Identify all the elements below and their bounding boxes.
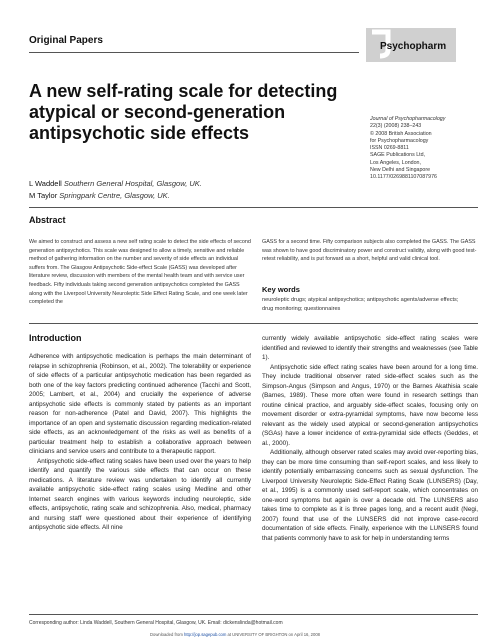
journal-metadata — [370, 116, 478, 182]
corresponding-author: Corresponding author: Linda Waddell, Southern General Hospital, Glasgow, UK. Email: dickenslinda@hotmail.com — [29, 620, 283, 626]
paragraph: Additionally, although observer rated scales may avoid over-reporting bias, they can be more time consuming than self-report scales, and less likely to identify potentially embarrassing concerns such as sexual dysfunction. The Liverpool University Neuroleptic Side-Effect Rating Scale (LUNSERS) (Day, et al., 1995) is a commonly used self-report scale, which concentrates on one-word symptoms but again is over a decade old. The LUNSERS also takes time to complete as it is three pages long, and a recent audit (Negi, 2007) found that use of the LUNSERS did not improve case-record documentation of side effects. Finally, experience with the LUNSERS found that patients commonly have to ask for help in understanding terms — [262, 449, 478, 542]
paragraph: Antipsychotic side-effect rating scales have been used over the years to help identify and quantify the various side effects that can occur on these medications. A literature review was undertaken to identify all currently available antipsychotic side-effect rating scales using Medline and other Internet search engines with various keywords including neuroleptic, side effects, antipsychotic, rating scale and schizophrenia. Also, medical, pharmacy and nursing staff were questioned about their experience of identifying antipsychotic side effects. All nine — [29, 457, 251, 531]
author-line — [29, 178, 202, 190]
author-affiliation: Southern General Hospital, Glasgow, UK. — [63, 179, 202, 188]
meta-line: New Delhi and Singapore — [370, 167, 431, 174]
meta-line: Los Angeles, London, — [370, 159, 421, 166]
section-label: Original Papers — [29, 35, 103, 46]
keywords-heading: Key words — [262, 285, 300, 294]
meta-line: for Psychopharmacology — [370, 137, 429, 144]
journal-title: Journal of Psychopharmacology — [370, 116, 446, 122]
keywords-text: neuroleptic drugs; atypical antipsychotics; antipsychotic agents/adverse effects; drug monitoring; questionnaires — [262, 297, 459, 312]
paragraph: Adherence with antipsychotic medication is perhaps the main determinant of relapse in schizophrenia (Robinson, et al., 2002). The tolerability or experience of side effects of a particular antipsychotic medication has been regarded as both one of the key factors predicting continued adherence (Tacchi and Scott, 2005; Lambert, et al., 2004) and crucially the experience of adverse antipsychotic side effects is commonly stated by patients as an important reason for non-adherence (Patel and David, 2007). This highlights the importance of an open and systematic discussion regarding medication-related side effects, as an acknowledgement of the risks as well as benefits of a particular treatment help to establish a collaborative approach between clinicians and service users and contribute to a therapeutic rapport. — [29, 353, 251, 455]
abstract-rule — [29, 207, 478, 208]
download-notice — [150, 632, 320, 637]
meta-line: SAGE Publications Ltd, — [370, 152, 426, 159]
meta-line: © 2008 British Association — [370, 130, 432, 137]
paragraph: currently widely available antipsychotic side-effect rating scales were identified and reviewed to identify their strengths and weaknesses (see Table 1). — [262, 335, 478, 361]
meta-line: ISSN 0269-8811 — [370, 145, 409, 152]
meta-line: 22(3) (2008) 238–243 — [370, 123, 422, 130]
journal-name: Psychopharm — [380, 41, 447, 52]
introduction-col2 — [262, 334, 478, 543]
article-title: A new self-rating scale for detecting atypical or second-generation antipsychotic side effects — [29, 81, 338, 143]
author-list — [29, 178, 202, 202]
intro-rule — [29, 323, 478, 324]
author-line — [29, 190, 202, 202]
download-prefix: Downloaded from — [150, 632, 184, 637]
author-affiliation: Springpark Centre, Glasgow, UK. — [59, 191, 170, 200]
header-rule — [29, 52, 359, 53]
introduction-col1 — [29, 352, 251, 533]
journal-link[interactable]: http://jop.sagepub.com — [183, 632, 227, 637]
abstract-col2: GASS for a second time. Fifty comparison subjects also completed the GASS. The GASS was shown to have good discriminatory power and construct validity, along with good test-retest reliability, and is put forward as a short, helpful and valid clinical tool. — [262, 239, 477, 263]
meta-line: 10.1177/0269881107087976 — [370, 174, 437, 181]
paragraph: Antipsychotic side effect rating scales have been around for a long time. They include traditional observer rated side-effect scales such as the Simpson-Angus (Simpson and Angus, 1970) or the Barnes Akathisia scale (Barnes, 1989). These more often were found in research settings than routine clinical practice, and arguably side-effect scales, focusing only on movement disorder or extra-pyramidal symptoms, have now become less relevant as the widely used atypical or second-generation antipsychotics (SGAs) have a lower incidence of extra-pyramidal side effects (Geddes, et al., 2000). — [262, 363, 478, 447]
introduction-heading: Introduction — [29, 333, 82, 343]
download-suffix: at UNIVERSITY OF BRIGHTON on April 16, 2008 — [226, 632, 320, 637]
abstract-col1: We aimed to construct and assess a new self rating scale to detect the side effects of second generation antipsychotics. This scale was designed to allow a timely, sensitive and reliable method of gathering information on the number and severity of side effects an individual suffers from. The Glasgow Antipsychotic Side-effect Scale (GASS) was developed after literature review, discussion with members of the mental health team and with service user feedback. Fifty individuals taking second generation antipsychotics completed the GASS along with the Liverpool University Neuroleptic Side Effect Rating Scale, and one week later completed the — [29, 239, 251, 306]
author-name: L Waddell — [29, 179, 62, 188]
abstract-heading: Abstract — [29, 215, 66, 225]
footer-rule — [29, 614, 478, 615]
author-name: M Taylor — [29, 191, 58, 200]
